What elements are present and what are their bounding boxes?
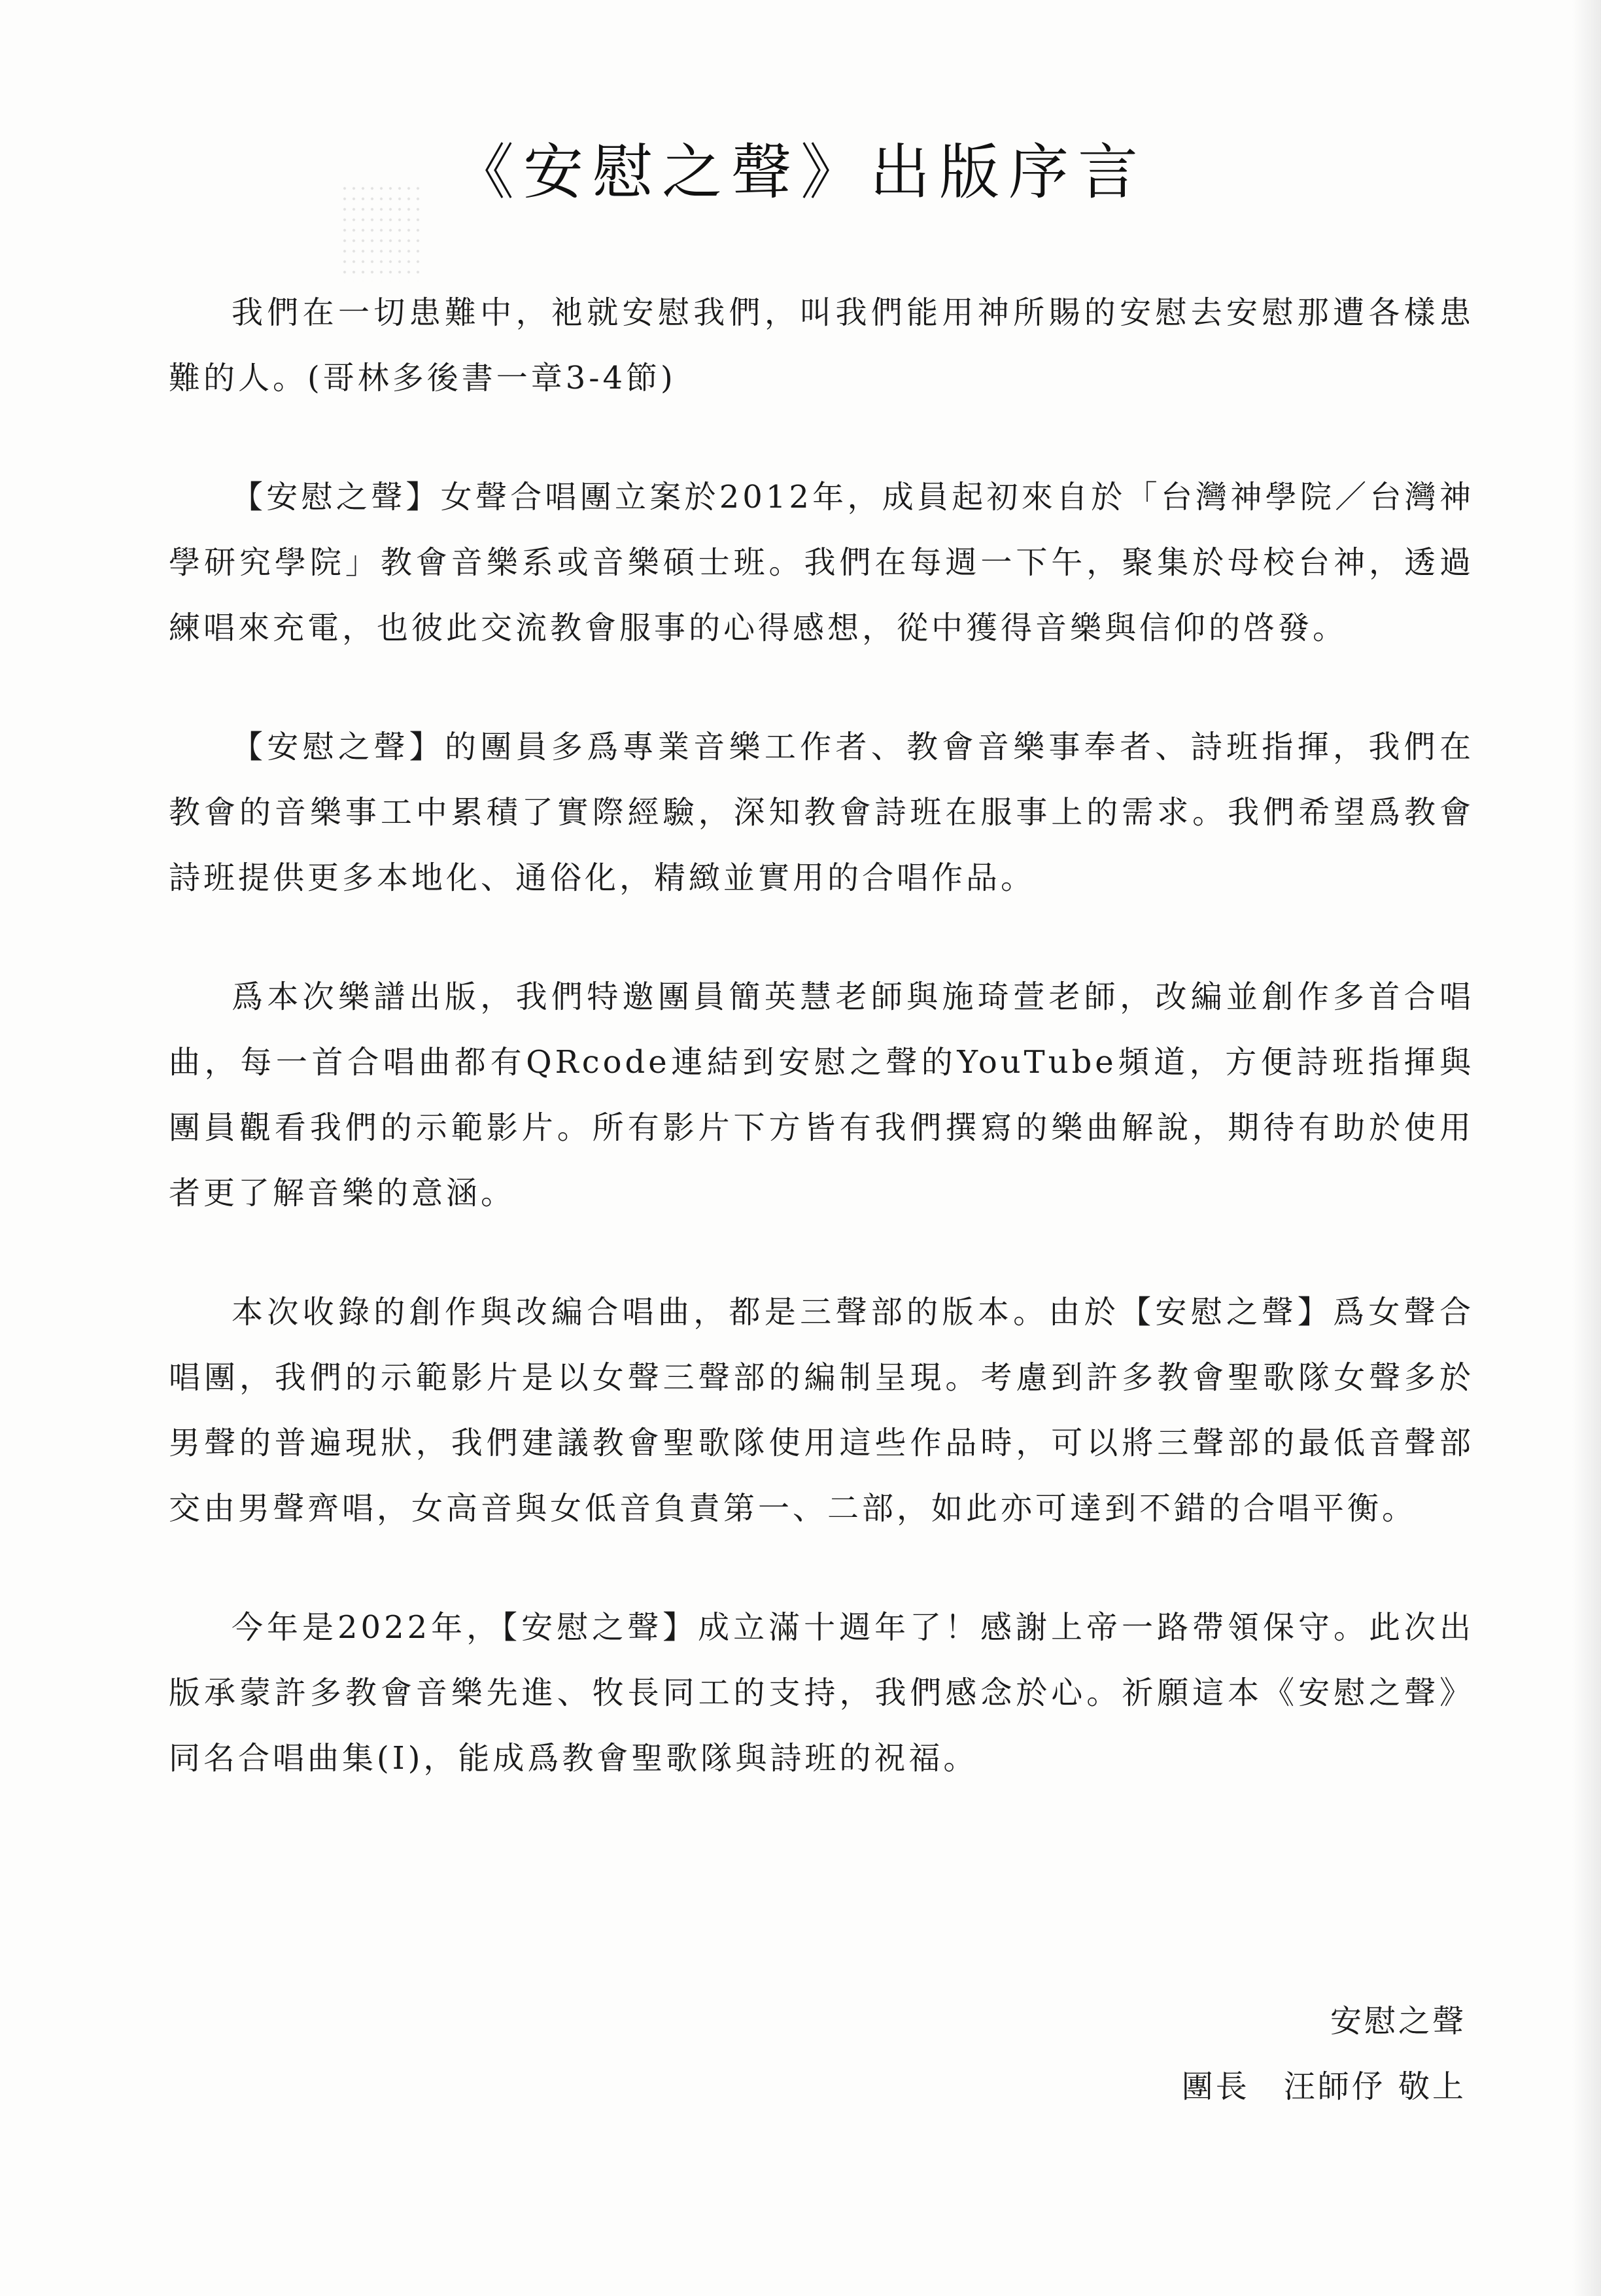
- signature-organization: 安慰之聲: [1330, 2003, 1466, 2040]
- signature-signer: 團長 汪師伃 敬上: [1181, 2068, 1466, 2105]
- paragraph-anniversary: 今年是2022年，【安慰之聲】成立滿十週年了！感謝上帝一路帶領保守。此次出版承蒙許多教會音樂先進、牧長同工的支持，我們感念於心。祈願這本《安慰之聲》同名合唱曲集(I)，能成爲教會聖歌隊與詩班的祝福。: [169, 1609, 1474, 1777]
- document-body: [169, 280, 1474, 1845]
- paragraph-publication: 爲本次樂譜出版，我們特邀團員簡英慧老師與施琦萱老師，改編並創作多首合唱曲，每一首合唱曲都有QRcode連結到安慰之聲的YouTube頻道，方便詩班指揮與團員觀看我們的示範影片。所有影片下方皆有我們撰寫的樂曲解說，期待有助於使用者更了解音樂的意涵。: [169, 979, 1474, 1211]
- paragraph-voicing: 本次收錄的創作與改編合唱曲，都是三聲部的版本。由於【安慰之聲】爲女聲合唱團，我們的示範影片是以女聲三聲部的編制呈現。考慮到許多教會聖歌隊女聲多於男聲的普遍現狀，我們建議教會聖歌隊使用這些作品時，可以將三聲部的最低音聲部交由男聲齊唱，女高音與女低音負責第一、二部，如此亦可達到不錯的合唱平衡。: [169, 1294, 1474, 1527]
- paragraph-members: 【安慰之聲】的團員多爲專業音樂工作者、教會音樂事奉者、詩班指揮，我們在教會的音樂事工中累積了實際經驗，深知教會詩班在服事上的需求。我們希望爲教會詩班提供更多本地化、通俗化，精緻並實用的合唱作品。: [169, 729, 1474, 896]
- document-title: 《安慰之聲》出版序言: [453, 137, 1147, 207]
- paragraph-scripture: 我們在一切患難中，祂就安慰我們，叫我們能用神所賜的安慰去安慰那遭各樣患難的人。(哥林多後書一章3-4節): [169, 294, 1474, 396]
- signature-block: [1182, 1989, 1466, 2119]
- page-edge-shadow: [1572, 0, 1601, 2296]
- paragraph-founding: 【安慰之聲】女聲合唱團立案於2012年，成員起初來自於「台灣神學院／台灣神學研究學院」教會音樂系或音樂碩士班。我們在每週一下午，聚集於母校台神，透過練唱來充電，也彼此交流教會服事的心得感想，從中獲得音樂與信仰的啓發。: [169, 479, 1474, 646]
